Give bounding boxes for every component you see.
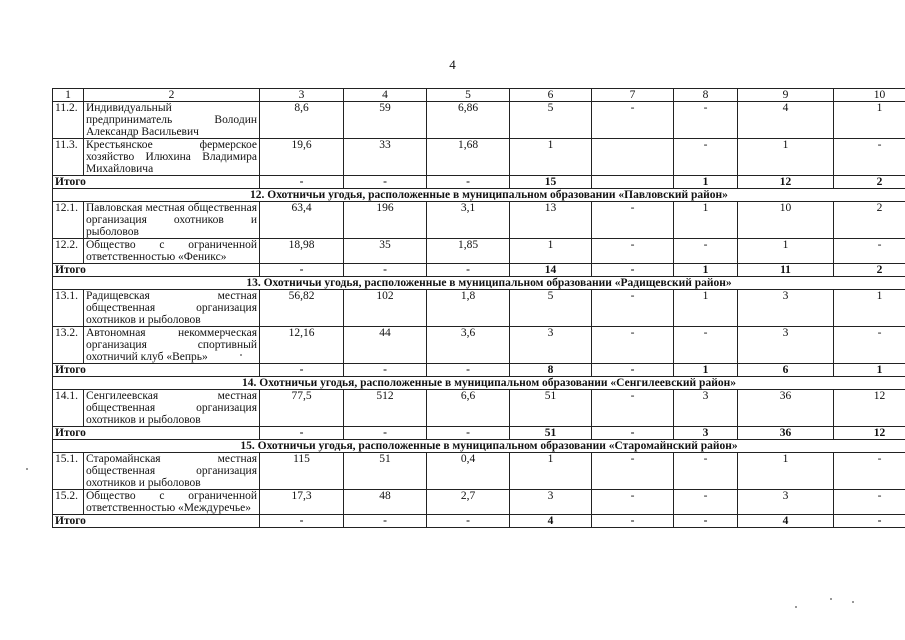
value-cell-c7 (592, 139, 674, 176)
organization-name: Старомайнская местная общественная организация охотников и рыболовов (84, 453, 260, 490)
total-cell-c3: - (260, 264, 344, 277)
total-label: Итого (53, 515, 260, 528)
total-cell-c8: 1 (674, 264, 738, 277)
total-cell-c9: 11 (738, 264, 834, 277)
total-row (53, 427, 905, 440)
value-cell-c3: 8,6 (260, 102, 344, 139)
total-cell-c4: - (344, 515, 427, 528)
table-row (53, 327, 905, 364)
total-cell-c6: 4 (510, 515, 592, 528)
value-cell-c7: - (592, 202, 674, 239)
page-number: 4 (449, 57, 456, 72)
header-cell: 10 (834, 89, 905, 102)
value-cell-c7: - (592, 453, 674, 490)
row-number: 15.2. (53, 490, 84, 515)
value-cell-c4: 33 (344, 139, 427, 176)
total-label: Итого (53, 176, 260, 189)
total-row (53, 515, 905, 528)
scan-speck (795, 606, 797, 608)
value-cell-c3: 17,3 (260, 490, 344, 515)
value-cell-c8: 1 (674, 290, 738, 327)
row-number: 13.1. (53, 290, 84, 327)
total-row (53, 264, 905, 277)
scan-speck (240, 354, 242, 356)
header-cell: 6 (510, 89, 592, 102)
total-cell-c7 (592, 176, 674, 189)
value-cell-c5: 1,8 (427, 290, 510, 327)
value-cell-c5: 0,4 (427, 453, 510, 490)
total-cell-c7: - (592, 515, 674, 528)
total-cell-c10: - (834, 515, 905, 528)
total-cell-c7: - (592, 264, 674, 277)
value-cell-c3: 115 (260, 453, 344, 490)
total-cell-c4: - (344, 176, 427, 189)
total-cell-c5: - (427, 427, 510, 440)
total-label: Итого (53, 427, 260, 440)
value-cell-c9: 1 (738, 239, 834, 264)
value-cell-c9: 4 (738, 102, 834, 139)
organization-name: Крестьянское фермерское хозяйство Илюхина Владимира Михайловича (84, 139, 260, 176)
section-title-row (53, 440, 905, 453)
total-cell-c8: 1 (674, 176, 738, 189)
value-cell-c7: - (592, 490, 674, 515)
value-cell-c5: 3,1 (427, 202, 510, 239)
header-cell: 8 (674, 89, 738, 102)
value-cell-c4: 44 (344, 327, 427, 364)
value-cell-c5: 6,6 (427, 390, 510, 427)
value-cell-c6: 3 (510, 490, 592, 515)
header-cell: 2 (84, 89, 260, 102)
table-row (53, 239, 905, 264)
total-cell-c3: - (260, 176, 344, 189)
total-cell-c10: 2 (834, 264, 905, 277)
organization-name: Радищевская местная общественная организация охотников и рыболовов (84, 290, 260, 327)
value-cell-c4: 51 (344, 453, 427, 490)
header-cell: 4 (344, 89, 427, 102)
value-cell-c6: 5 (510, 290, 592, 327)
hunting-grounds-table (52, 88, 905, 528)
total-cell-c6: 51 (510, 427, 592, 440)
section-title: 15. Охотничьи угодья, расположенные в муниципальном образовании «Старомайнский район» (53, 440, 905, 453)
total-cell-c10: 12 (834, 427, 905, 440)
total-cell-c9: 12 (738, 176, 834, 189)
scan-speck (26, 468, 28, 470)
value-cell-c10: - (834, 239, 905, 264)
value-cell-c4: 35 (344, 239, 427, 264)
value-cell-c6: 1 (510, 139, 592, 176)
organization-name: Индивидуальный предприниматель Володин Александр Васильевич (84, 102, 260, 139)
value-cell-c5: 3,6 (427, 327, 510, 364)
header-cell: 7 (592, 89, 674, 102)
scan-speck (830, 598, 832, 600)
row-number: 14.1. (53, 390, 84, 427)
value-cell-c4: 102 (344, 290, 427, 327)
value-cell-c9: 3 (738, 290, 834, 327)
value-cell-c6: 1 (510, 453, 592, 490)
section-title-row (53, 189, 905, 202)
table-row (53, 139, 905, 176)
header-cell: 5 (427, 89, 510, 102)
total-cell-c4: - (344, 427, 427, 440)
header-cell: 3 (260, 89, 344, 102)
total-cell-c5: - (427, 515, 510, 528)
value-cell-c9: 36 (738, 390, 834, 427)
value-cell-c9: 10 (738, 202, 834, 239)
value-cell-c4: 59 (344, 102, 427, 139)
value-cell-c10: - (834, 490, 905, 515)
value-cell-c9: 3 (738, 490, 834, 515)
value-cell-c7: - (592, 290, 674, 327)
value-cell-c3: 19,6 (260, 139, 344, 176)
row-number: 11.2. (53, 102, 84, 139)
value-cell-c5: 6,86 (427, 102, 510, 139)
total-cell-c10: 2 (834, 176, 905, 189)
value-cell-c8: 1 (674, 202, 738, 239)
row-number: 12.2. (53, 239, 84, 264)
total-label: Итого (53, 264, 260, 277)
section-title: 14. Охотничьи угодья, расположенные в муниципальном образовании «Сенгилеевский район» (53, 377, 905, 390)
total-cell-c9: 6 (738, 364, 834, 377)
value-cell-c8: - (674, 490, 738, 515)
total-cell-c3: - (260, 427, 344, 440)
value-cell-c3: 56,82 (260, 290, 344, 327)
total-cell-c4: - (344, 264, 427, 277)
total-cell-c6: 8 (510, 364, 592, 377)
value-cell-c6: 1 (510, 239, 592, 264)
section-title: 13. Охотничьи угодья, расположенные в муниципальном образовании «Радищевский район» (53, 277, 905, 290)
value-cell-c10: 12 (834, 390, 905, 427)
value-cell-c6: 5 (510, 102, 592, 139)
value-cell-c6: 51 (510, 390, 592, 427)
value-cell-c5: 2,7 (427, 490, 510, 515)
row-number: 13.2. (53, 327, 84, 364)
value-cell-c7: - (592, 327, 674, 364)
table-row (53, 102, 905, 139)
total-cell-c5: - (427, 176, 510, 189)
row-number: 15.1. (53, 453, 84, 490)
value-cell-c10: 1 (834, 102, 905, 139)
total-cell-c6: 14 (510, 264, 592, 277)
total-cell-c9: 36 (738, 427, 834, 440)
value-cell-c8: - (674, 102, 738, 139)
value-cell-c5: 1,68 (427, 139, 510, 176)
organization-name: Сенгилеевская местная общественная организация охотников и рыболовов (84, 390, 260, 427)
header-cell: 9 (738, 89, 834, 102)
value-cell-c6: 13 (510, 202, 592, 239)
value-cell-c4: 512 (344, 390, 427, 427)
total-cell-c7: - (592, 427, 674, 440)
table-row (53, 390, 905, 427)
row-number: 12.1. (53, 202, 84, 239)
value-cell-c5: 1,85 (427, 239, 510, 264)
total-cell-c6: 15 (510, 176, 592, 189)
total-cell-c3: - (260, 364, 344, 377)
total-cell-c9: 4 (738, 515, 834, 528)
value-cell-c10: 1 (834, 290, 905, 327)
value-cell-c8: - (674, 239, 738, 264)
value-cell-c9: 1 (738, 453, 834, 490)
table-row (53, 202, 905, 239)
organization-name: Общество с ограниченной ответственностью «Междуречье» (84, 490, 260, 515)
value-cell-c3: 77,5 (260, 390, 344, 427)
value-cell-c6: 3 (510, 327, 592, 364)
value-cell-c4: 196 (344, 202, 427, 239)
value-cell-c4: 48 (344, 490, 427, 515)
total-cell-c3: - (260, 515, 344, 528)
section-title-row (53, 277, 905, 290)
value-cell-c8: - (674, 327, 738, 364)
value-cell-c8: - (674, 139, 738, 176)
section-title-row (53, 377, 905, 390)
section-title: 12. Охотничьи угодья, расположенные в муниципальном образовании «Павловский район» (53, 189, 905, 202)
organization-name: Общество с ограниченной ответственностью «Феникс» (84, 239, 260, 264)
organization-name: Павловская местная общественная организация охотников и рыболовов (84, 202, 260, 239)
column-numbers-row (53, 89, 905, 102)
value-cell-c7: - (592, 102, 674, 139)
scan-speck (852, 601, 854, 603)
row-number: 11.3. (53, 139, 84, 176)
value-cell-c10: - (834, 139, 905, 176)
header-cell: 1 (53, 89, 84, 102)
value-cell-c3: 18,98 (260, 239, 344, 264)
value-cell-c9: 1 (738, 139, 834, 176)
total-cell-c8: - (674, 515, 738, 528)
value-cell-c10: 2 (834, 202, 905, 239)
value-cell-c3: 12,16 (260, 327, 344, 364)
total-cell-c8: 3 (674, 427, 738, 440)
value-cell-c10: - (834, 453, 905, 490)
value-cell-c8: - (674, 453, 738, 490)
total-label: Итого (53, 364, 260, 377)
total-cell-c10: 1 (834, 364, 905, 377)
table-row (53, 490, 905, 515)
table-row (53, 453, 905, 490)
total-row (53, 364, 905, 377)
total-cell-c5: - (427, 264, 510, 277)
organization-name: Автономная некоммерческая организация спортивный охотничий клуб «Вепрь» (84, 327, 260, 364)
value-cell-c8: 3 (674, 390, 738, 427)
table-row (53, 290, 905, 327)
total-row (53, 176, 905, 189)
total-cell-c7: - (592, 364, 674, 377)
total-cell-c4: - (344, 364, 427, 377)
total-cell-c5: - (427, 364, 510, 377)
value-cell-c3: 63,4 (260, 202, 344, 239)
value-cell-c9: 3 (738, 327, 834, 364)
total-cell-c8: 1 (674, 364, 738, 377)
value-cell-c7: - (592, 390, 674, 427)
value-cell-c7: - (592, 239, 674, 264)
value-cell-c10: - (834, 327, 905, 364)
